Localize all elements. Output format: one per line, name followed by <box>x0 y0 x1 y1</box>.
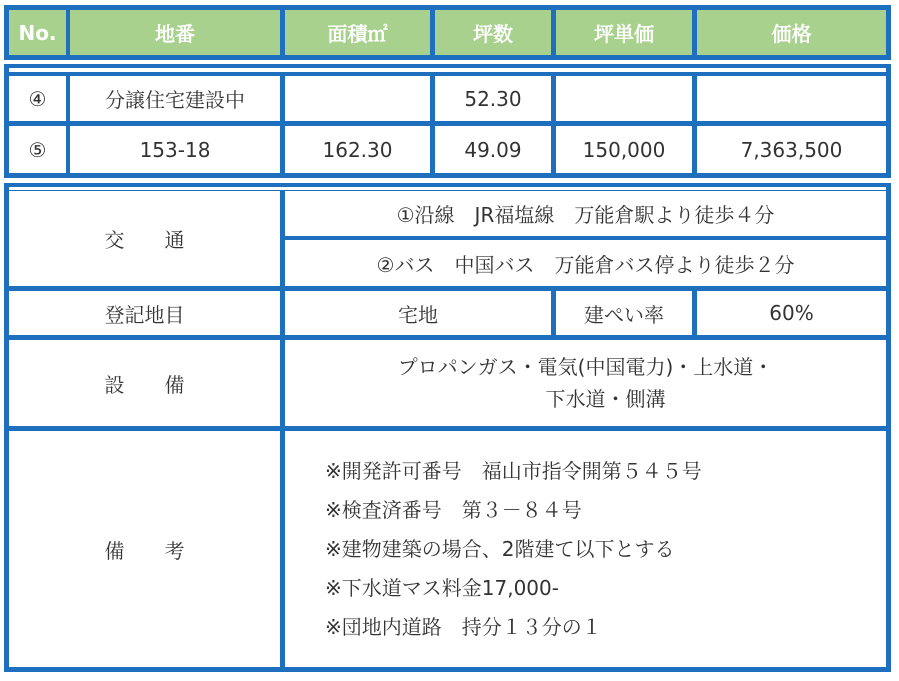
remark-item: ※下水道マス料金17,000- <box>325 575 559 600</box>
row-4-unit-price <box>556 76 692 121</box>
facilities-line-1: プロパンガス・電気(中国電力)・上水道・ <box>397 355 774 379</box>
access-train: ①沿線 JR福塩線 万能倉駅より徒歩４分 <box>285 191 886 236</box>
facilities-line-2: 下水道・側溝 <box>545 387 666 411</box>
row-4-tsubo: 52.30 <box>435 76 551 121</box>
land-category-label: 登記地目 <box>9 291 280 335</box>
land-category-value: 宅地 <box>285 291 551 335</box>
facilities-value <box>285 340 886 426</box>
row-4-price <box>697 76 886 121</box>
coverage-ratio-value: 60% <box>697 291 886 335</box>
details-top-strip <box>9 187 886 190</box>
access-label: 交 通 <box>9 191 280 286</box>
access-bus: ②バス 中国バス 万能倉バス停より徒歩２分 <box>285 240 886 286</box>
header-tsubo: 坪数 <box>435 10 551 55</box>
row-5-unit-price: 150,000 <box>556 126 692 173</box>
facilities-label: 設 備 <box>9 340 280 426</box>
row-4-no: ④ <box>9 76 66 121</box>
header-unit-price: 坪単価 <box>556 10 692 55</box>
coverage-ratio-label: 建ぺい率 <box>556 291 692 335</box>
header-area: 面積㎡ <box>285 10 430 55</box>
header-lot: 地番 <box>70 10 280 55</box>
row-5-tsubo: 49.09 <box>435 126 551 173</box>
row-4-area <box>285 76 430 121</box>
header-no: No. <box>9 10 66 55</box>
row-5-lot: 153-18 <box>70 126 280 173</box>
remarks-value <box>285 431 886 667</box>
row-4-lot: 分譲住宅建設中 <box>70 76 280 121</box>
header-price: 価格 <box>697 10 886 55</box>
lots-top-strip <box>9 68 886 72</box>
remark-item: ※建物建築の場合、2階建て以下とする <box>325 536 675 561</box>
row-5-area: 162.30 <box>285 126 430 173</box>
remark-item: ※検査済番号 第３－８４号 <box>325 497 582 522</box>
row-5-price: 7,363,500 <box>697 126 886 173</box>
remark-item: ※開発許可番号 福山市指令開第５４５号 <box>325 458 702 483</box>
remarks-label: 備 考 <box>9 431 280 667</box>
row-5-no: ⑤ <box>9 126 66 173</box>
remark-item: ※団地内道路 持分１３分の１ <box>325 614 602 639</box>
